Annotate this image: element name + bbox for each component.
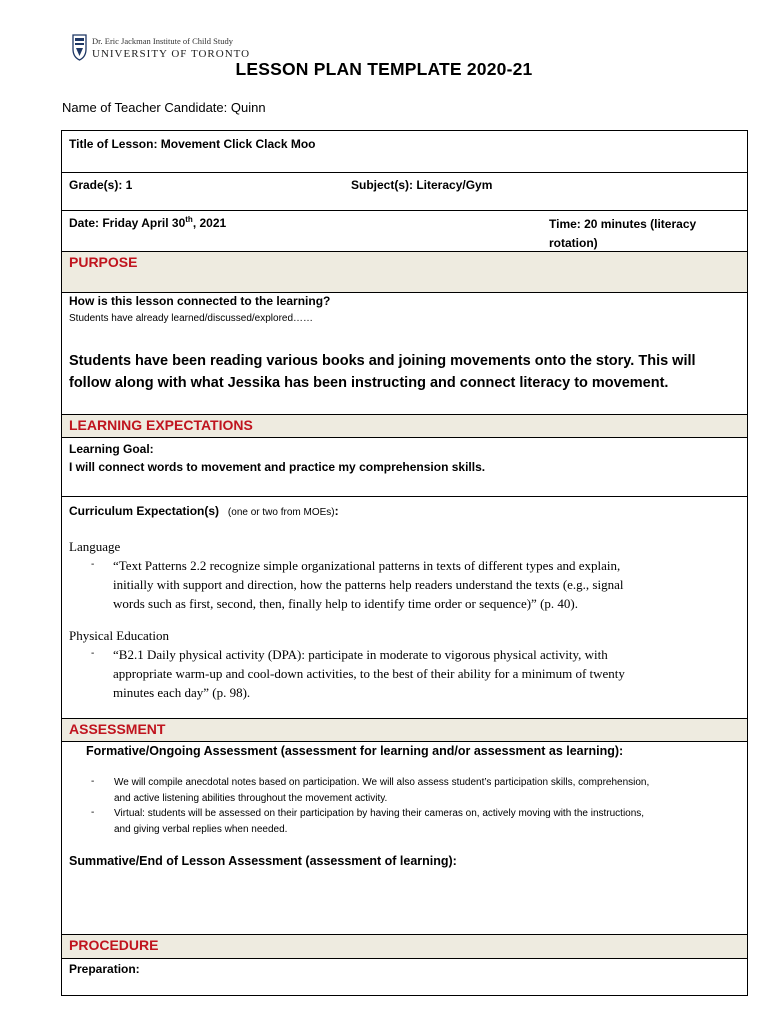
institute-name: Dr. Eric Jackman Institute of Child Study [92,36,233,46]
assessment-heading: ASSESSMENT [69,721,166,737]
teacher-candidate-name: Name of Teacher Candidate: Quinn [62,100,266,115]
learning-goal-section [62,437,747,496]
physical-education-expectation: “B2.1 Daily physical activity (DPA): participate in moderate to vigorous physical activity, with appropriate warm-up and cool-down activities, to the best of their ability for a minimum of twenty minutes each day” (p. 98). [113,647,625,700]
learning-expectations-header [62,414,747,437]
purpose-answer: Students have been reading various books and joining movements onto the story. This will follow along with what Jessika has been instructing and connect literacy to movement. [69,353,696,391]
language-expectation: “Text Patterns 2.2 recognize simple organizational patterns in texts of different types and explain, initially with support and direction, how the patterns help readers understand the texts (e.g., signal words such as first, second, then, finally help to identify time order or sequence)” (p. 40). [113,558,624,611]
purpose-hint: Students have already learned/discussed/explored…… [69,313,314,324]
procedure-header [62,934,747,958]
physical-education-label: Physical Education [69,628,170,643]
curriculum-expectations-label: Curriculum Expectation(s) (one or two from MOEs): [69,504,339,518]
lesson-time: Time: 20 minutes (literacy rotation) [549,217,697,250]
summative-assessment-label: Summative/End of Lesson Assessment (assessment of learning): [69,854,457,868]
purpose-question: How is this lesson connected to the learning? [69,294,331,308]
procedure-heading: PROCEDURE [69,937,159,953]
language-label: Language [69,539,121,554]
subject: Subject(s): Literacy/Gym [351,178,493,192]
purpose-header [62,251,747,292]
purpose-body [62,292,747,414]
date-time-row [62,210,747,251]
learning-expectations-heading: LEARNING EXPECTATIONS [69,417,253,433]
bullet-dash: - [91,776,95,787]
grade-subject-row [62,172,747,210]
procedure-body [62,958,747,996]
bullet-dash: - [91,559,95,570]
lesson-title: Title of Lesson: Movement Click Clack Moo [69,137,316,151]
lesson-plan-table [61,130,748,996]
assessment-body [62,741,747,934]
purpose-heading: PURPOSE [69,254,138,270]
assessment-header [62,718,747,741]
grade: Grade(s): 1 [69,178,133,192]
crest-icon [72,32,87,62]
lesson-date: Date: Friday April 30th, 2021 [69,215,227,230]
formative-bullet-anecdotal: We will compile anecdotal notes based on participation. We will also assess student’s participation skills, comprehension, and active listening abilities throughout the movement activity. [114,777,650,804]
learning-goal: Learning Goal: I will connect words to movement and practice my comprehension skills. [69,442,486,474]
university-name: UNIVERSITY OF TORONTO [92,48,251,60]
preparation-label: Preparation: [69,962,140,976]
lesson-title-row [62,131,747,172]
formative-assessment-label: Formative/Ongoing Assessment (assessment for learning and/or assessment as learning): [86,744,624,758]
formative-bullet-virtual: Virtual: students will be assessed on their participation by having their cameras on, actively moving with the instructions, and giving verbal replies when needed. [114,808,645,835]
curriculum-section [62,496,747,718]
page-title: LESSON PLAN TEMPLATE 2020-21 [235,59,533,79]
bullet-dash: - [91,648,95,659]
bullet-dash: - [91,807,95,818]
